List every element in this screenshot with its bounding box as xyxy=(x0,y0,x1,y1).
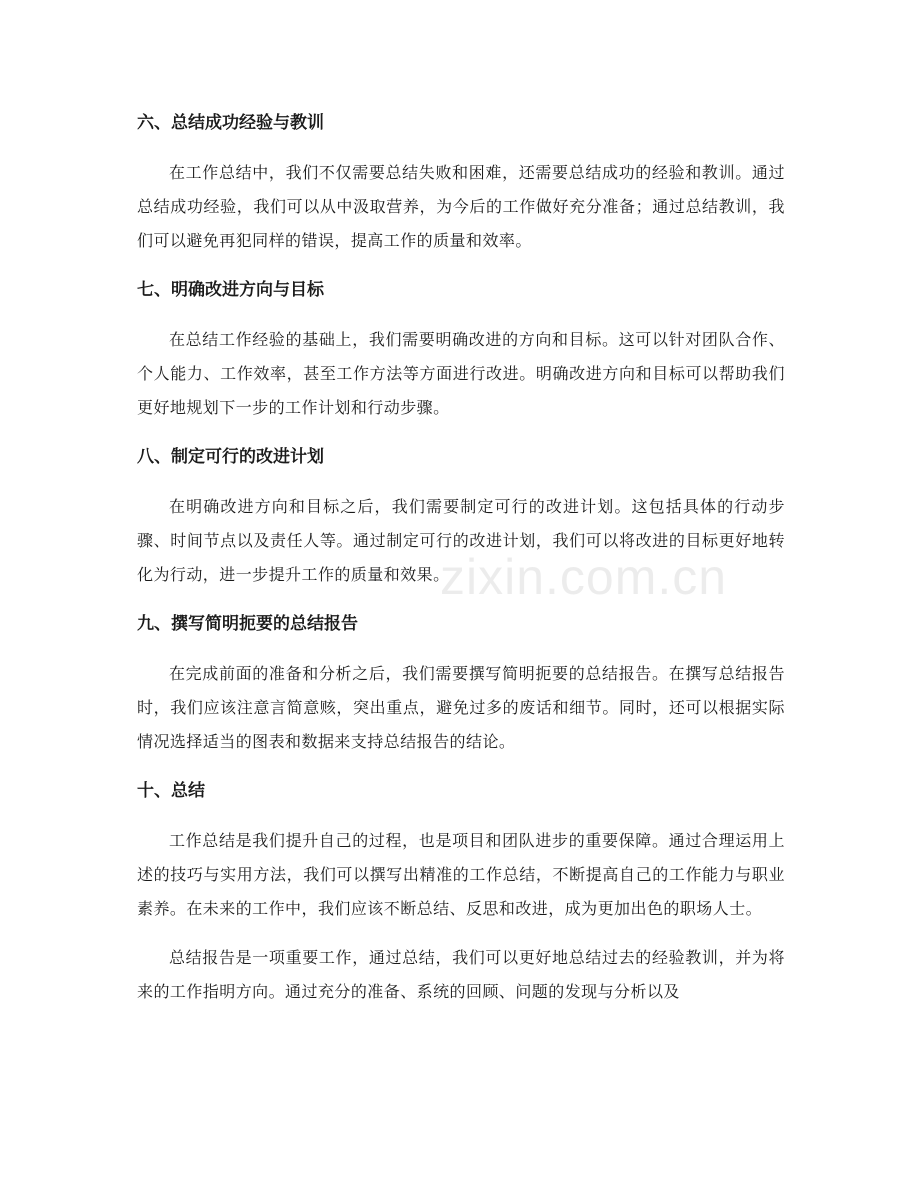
section-7 xyxy=(137,273,785,425)
watermark: zixin.com.cn xyxy=(440,549,728,605)
section-9 xyxy=(137,607,785,759)
document-body xyxy=(137,106,785,1009)
section-heading: 八、制定可行的改进计划 xyxy=(137,447,324,467)
section-paragraph: 在总结工作经验的基础上，我们需要明确改进的方向和目标。这可以针对团队合作、个人能力、工作效率，甚至工作方法等方面进行改进。明确改进方向和目标可以帮助我们更好地规划下一步的工作计划和行动步骤。 xyxy=(137,330,785,417)
section-6 xyxy=(137,106,785,258)
section-heading: 七、明确改进方向与目标 xyxy=(137,280,324,300)
section-paragraph: 在完成前面的准备和分析之后，我们需要撰写简明扼要的总结报告。在撰写总结报告时，我们应该注意言简意赅，突出重点，避免过多的废话和细节。同时，还可以根据实际情况选择适当的图表和数据来支持总结报告的结论。 xyxy=(137,664,785,751)
section-10 xyxy=(137,774,785,926)
section-paragraph: 工作总结是我们提升自己的过程，也是项目和团队进步的重要保障。通过合理运用上述的技巧与实用方法，我们可以撰写出精准的工作总结，不断提高自己的工作能力与职业素养。在未来的工作中，我们应该不断总结、反思和改进，成为更加出色的职场人士。 xyxy=(137,831,785,918)
section-paragraph: 在工作总结中，我们不仅需要总结失败和困难，还需要总结成功的经验和教训。通过总结成功经验，我们可以从中汲取营养，为今后的工作做好充分准备；通过总结教训，我们可以避免再犯同样的错误，提高工作的质量和效率。 xyxy=(137,163,785,250)
section-8 xyxy=(137,440,785,592)
section-heading: 六、总结成功经验与教训 xyxy=(137,113,324,133)
section-heading: 九、撰写简明扼要的总结报告 xyxy=(137,614,358,634)
section-heading: 十、总结 xyxy=(137,781,205,801)
section-paragraph: 在明确改进方向和目标之后，我们需要制定可行的改进计划。这包括具体的行动步骤、时间节点以及责任人等。通过制定可行的改进计划，我们可以将改进的目标更好地转化为行动，进一步提升工作的质量和效果。 xyxy=(137,497,785,584)
closing-paragraph: 总结报告是一项重要工作，通过总结，我们可以更好地总结过去的经验教训，并为将来的工作指明方向。通过充分的准备、系统的回顾、问题的发现与分析以及 xyxy=(137,948,785,1001)
